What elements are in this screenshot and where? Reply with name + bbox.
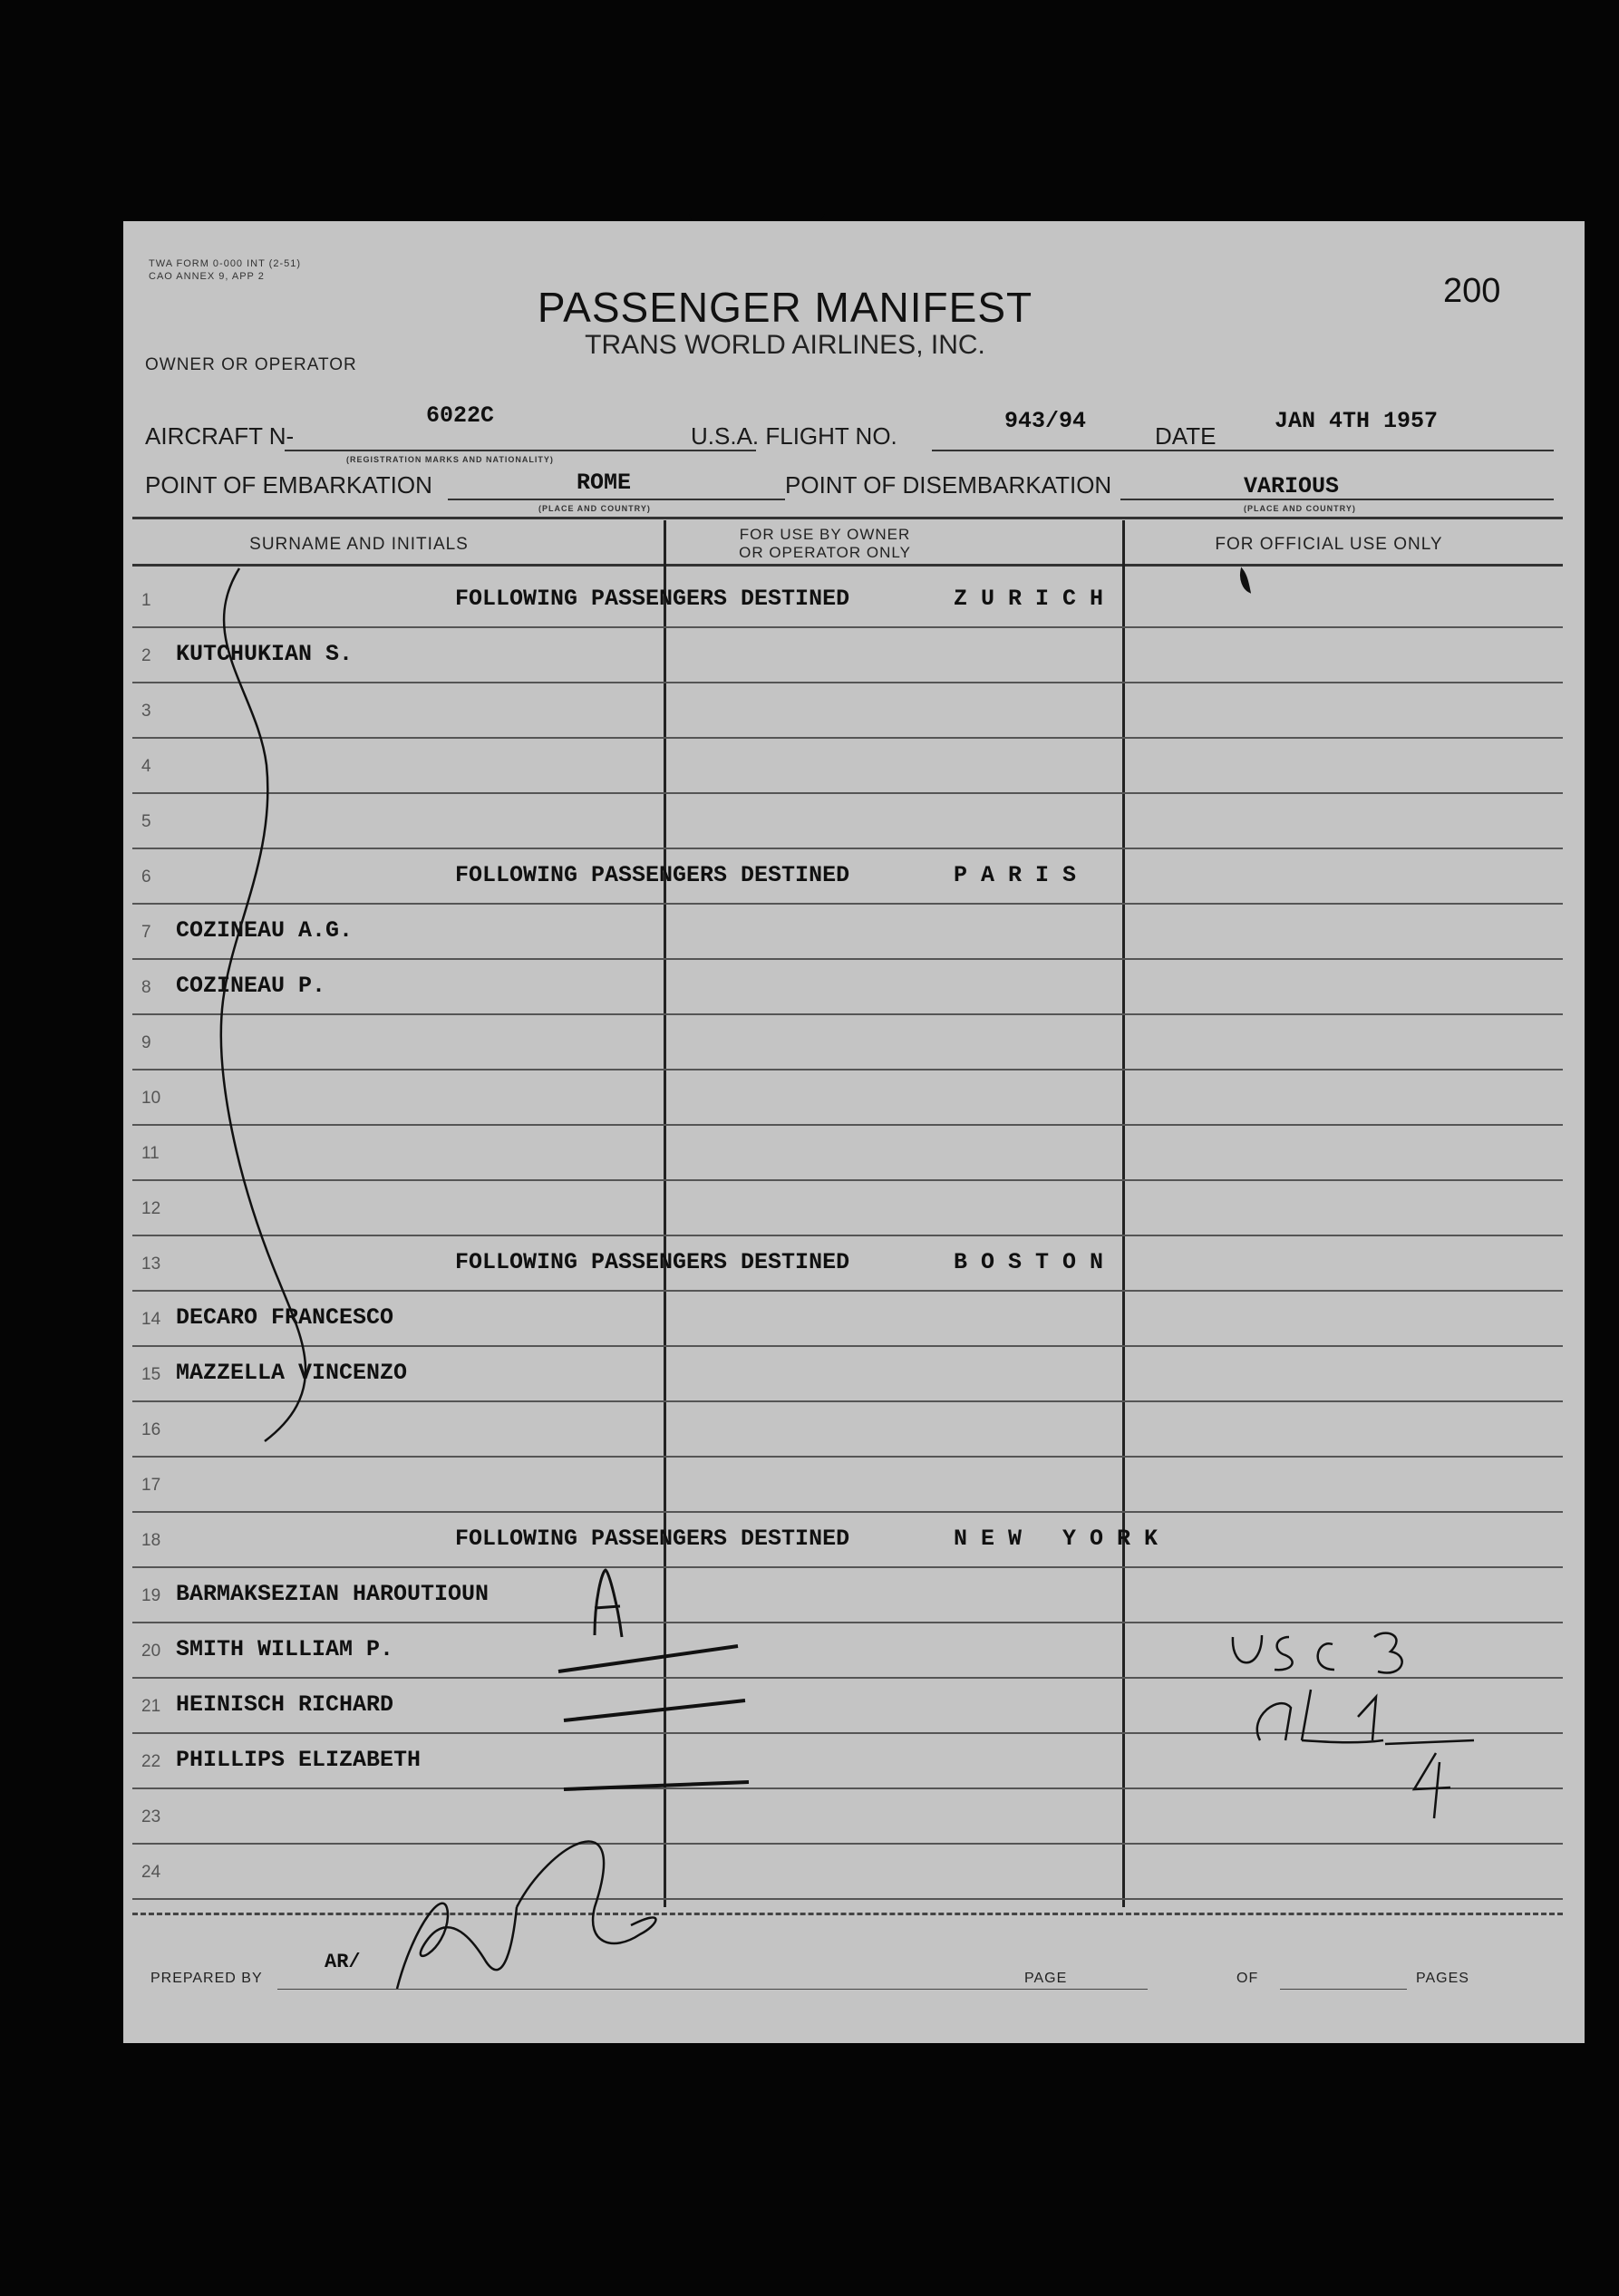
- row-number: 24: [141, 1863, 161, 1882]
- passenger-name: COZINEAU A.G.: [176, 917, 354, 944]
- row-number: 13: [141, 1255, 161, 1274]
- row-number: 14: [141, 1310, 161, 1329]
- row-number: 12: [141, 1199, 161, 1218]
- handwritten-marks: [123, 221, 1585, 2043]
- row-number: 15: [141, 1365, 161, 1384]
- date-value: JAN 4TH 1957: [1275, 408, 1439, 434]
- destination-city: Z U R I C H: [954, 586, 1104, 612]
- serial-number: 200: [1443, 272, 1501, 310]
- row-number: 6: [141, 867, 151, 886]
- mark-a: [598, 1640, 599, 1641]
- row-number: 20: [141, 1642, 161, 1661]
- passenger-name: SMITH WILLIAM P.: [176, 1636, 394, 1662]
- registration-note: (REGISTRATION MARKS AND NATIONALITY): [346, 455, 554, 464]
- row-number: 9: [141, 1033, 151, 1052]
- embark-label: POINT OF EMBARKATION: [145, 471, 432, 499]
- passenger-name: COZINEAU P.: [176, 973, 326, 999]
- row-number: 18: [141, 1531, 161, 1550]
- passenger-name: HEINISCH RICHARD: [176, 1691, 394, 1718]
- embark-note: (PLACE AND COUNTRY): [538, 504, 651, 513]
- official-use-column-header: FOR OFFICIAL USE ONLY: [1215, 535, 1443, 554]
- row-number: 8: [141, 978, 151, 997]
- destination-heading: FOLLOWING PASSENGERS DESTINED: [455, 1526, 850, 1552]
- form-code: TWA FORM 0-000 INT (2-51) CAO ANNEX 9, APP 2: [149, 258, 302, 282]
- embark-value: ROME: [577, 470, 632, 496]
- row-number: 7: [141, 923, 151, 942]
- handwritten-al: [1260, 1699, 1262, 1700]
- disembark-note: (PLACE AND COUNTRY): [1244, 504, 1356, 513]
- prepared-initials: AR/: [325, 1951, 361, 1973]
- prepared-by-label: PREPARED BY: [150, 1971, 263, 1986]
- row-number: 19: [141, 1586, 161, 1605]
- destination-heading: FOLLOWING PASSENGERS DESTINED: [455, 862, 850, 888]
- passenger-name: KUTCHUKIAN S.: [176, 641, 354, 667]
- aircraft-label: AIRCRAFT N-: [145, 422, 295, 450]
- page-label: PAGE: [1024, 1971, 1068, 1986]
- disembark-value: VARIOUS: [1244, 473, 1340, 499]
- destination-city: N E W Y O R K: [954, 1526, 1159, 1552]
- flight-value: 943/94: [1004, 408, 1087, 434]
- of-label: OF: [1236, 1971, 1259, 1986]
- form-title: PASSENGER MANIFEST: [537, 284, 1033, 331]
- row-number: 2: [141, 646, 151, 665]
- owner-label: OWNER OR OPERATOR: [145, 355, 357, 374]
- aircraft-value: 6022C: [426, 402, 495, 429]
- destination-city: B O S T O N: [954, 1249, 1104, 1275]
- row-number: 4: [141, 757, 151, 776]
- row-number: 16: [141, 1420, 161, 1439]
- disembark-label: POINT OF DISEMBARKATION: [785, 471, 1112, 499]
- handwritten-usc: [1233, 1635, 1236, 1636]
- destination-heading: FOLLOWING PASSENGERS DESTINED: [455, 1249, 850, 1275]
- row-number: 21: [141, 1697, 161, 1716]
- manifest-sheet: [123, 221, 1585, 2043]
- flight-label: U.S.A. FLIGHT NO.: [691, 422, 897, 450]
- passenger-name: BARMAKSEZIAN HAROUTIOUN: [176, 1581, 490, 1607]
- row-number: 10: [141, 1089, 161, 1108]
- passenger-name: PHILLIPS ELIZABETH: [176, 1747, 422, 1773]
- row-number: 1: [141, 591, 151, 610]
- row-number: 23: [141, 1807, 161, 1826]
- row-number: 5: [141, 812, 151, 831]
- passenger-name: MAZZELLA VINCENZO: [176, 1360, 408, 1386]
- destination-city: P A R I S: [954, 862, 1077, 888]
- passenger-name: DECARO FRANCESCO: [176, 1304, 394, 1331]
- row-number: 17: [141, 1476, 161, 1495]
- owner-use-column-header: FOR USE BY OWNER OR OPERATOR ONLY: [739, 526, 911, 561]
- row-number: 3: [141, 702, 151, 721]
- airline-name: TRANS WORLD AIRLINES, INC.: [585, 330, 985, 360]
- surname-column-header: SURNAME AND INITIALS: [249, 535, 469, 554]
- pages-label: PAGES: [1416, 1971, 1469, 1986]
- destination-heading: FOLLOWING PASSENGERS DESTINED: [455, 586, 850, 612]
- row-number: 22: [141, 1752, 161, 1771]
- row-number: 11: [141, 1144, 160, 1163]
- date-label: DATE: [1155, 422, 1217, 450]
